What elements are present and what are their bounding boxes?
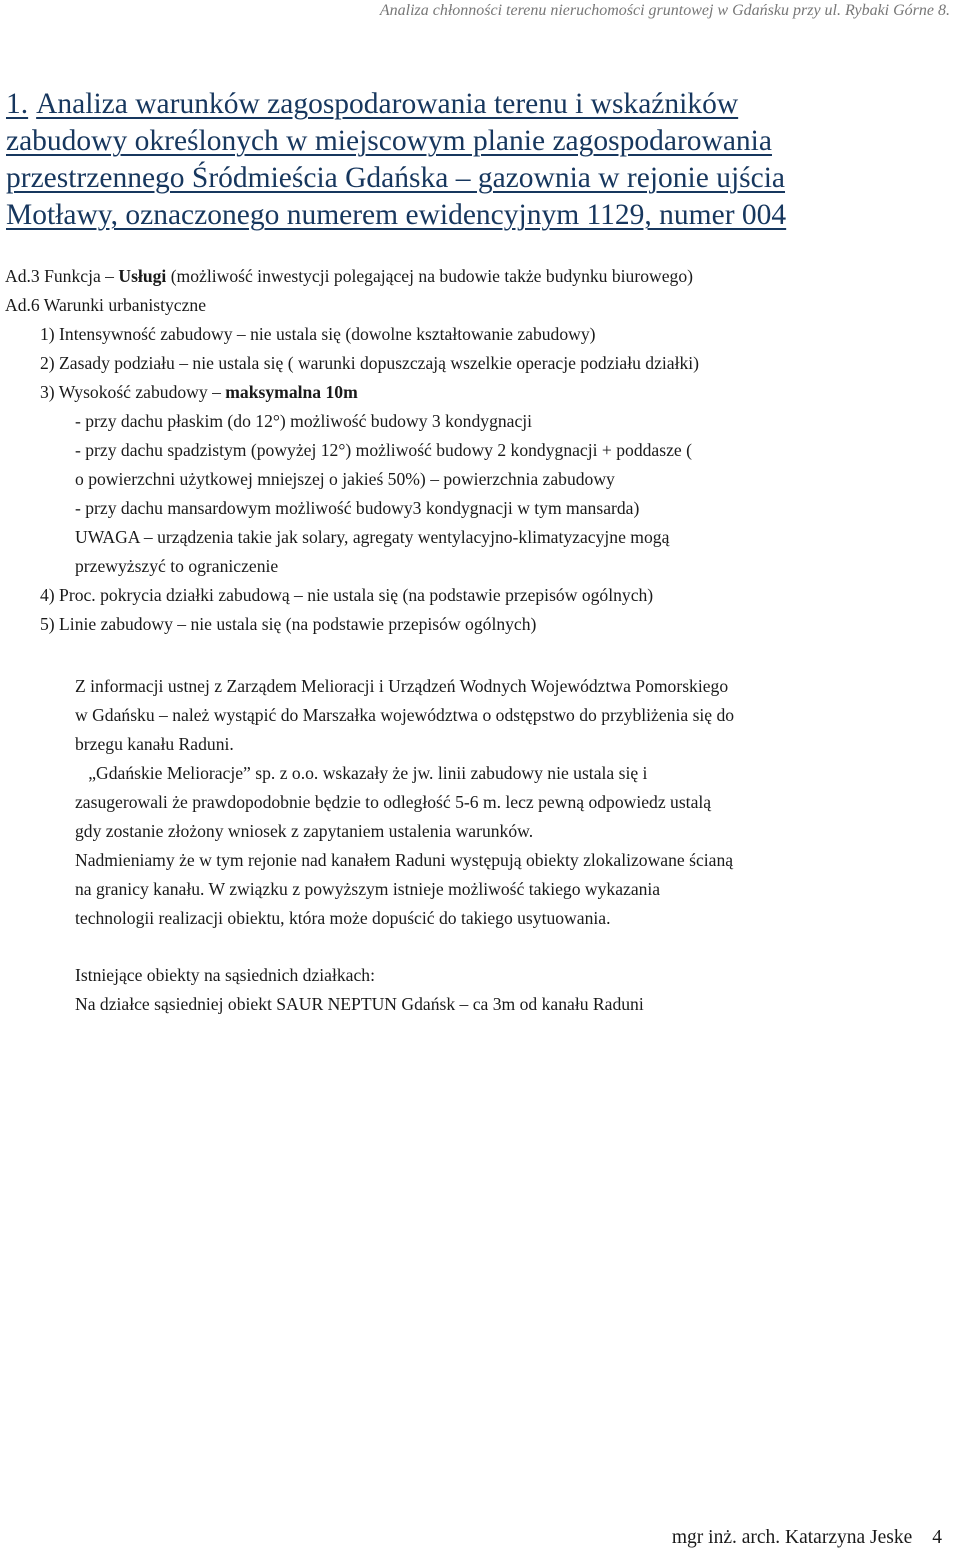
ad6-heading: Ad.6 Warunki urbanistyczne	[5, 295, 207, 315]
info-line-8: na granicy kanału. W związku z powyższym istnieje możliwość takiego wykazania	[75, 879, 661, 899]
ad3-line	[5, 262, 955, 291]
info-paragraph	[40, 672, 955, 933]
ad3-prefix: Ad.3 Funkcja –	[5, 266, 119, 286]
ad6-item-2: 2) Zasady podziału – nie ustala się ( warunki dopuszczają wszelkie operacje podziału działki)	[40, 353, 700, 373]
footer-author: mgr inż. arch. Katarzyna Jeske	[671, 1527, 913, 1548]
page-number: 4	[932, 1527, 942, 1548]
info-line-9: technologii realizacji obiektu, która może dopuścić do takiego usytuowania.	[75, 908, 611, 928]
ad3-bold: Usługi	[118, 266, 167, 286]
heading-line-1: Analiza warunków zagospodarowania terenu i wskaźników	[36, 88, 739, 120]
ad6-item-3-bold: maksymalna 10m	[225, 382, 358, 402]
info-line-4: „Gdańskie Melioracje” sp. z o.o. wskazały że jw. linii zabudowy nie ustala się i	[75, 763, 648, 783]
info-line-2: w Gdańsku – należ wystąpić do Marszałka województwa o odstępstwo do przybliżenia się do	[75, 705, 735, 725]
existing-objects	[40, 961, 955, 1019]
item3-detail-4: - przy dachu mansardowym możliwość budowy3 kondygnacji w tym mansarda)	[75, 498, 640, 518]
item3-note-1: UWAGA – urządzenia takie jak solary, agregaty wentylacyjno-klimatyzacyjne mogą	[75, 527, 670, 547]
ad6-item-3-prefix: 3) Wysokość zabudowy –	[40, 382, 226, 402]
info-line-1: Z informacji ustnej z Zarządem Melioracji i Urządzeń Wodnych Województwa Pomorskiego	[75, 676, 729, 696]
document-body	[5, 262, 955, 1019]
info-line-3: brzegu kanału Raduni.	[75, 734, 234, 754]
heading-line-4: Motławy, oznaczonego numerem ewidencyjnym 1129, numer 004	[6, 199, 787, 231]
info-line-6: gdy zostanie złożony wniosek z zapytaniem ustalenia warunków.	[75, 821, 534, 841]
item3-note-2: przewyższyć to ograniczenie	[75, 556, 279, 576]
info-line-5: zasugerowali że prawdopodobnie będzie to odległość 5-6 m. lecz pewną odpowiedz ustalą	[75, 792, 712, 812]
existing-objects-line: Na działce sąsiedniej obiekt SAUR NEPTUN Gdańsk – ca 3m od kanału Raduni	[75, 994, 644, 1014]
item3-detail-2: - przy dachu spadzistym (powyżej 12°) możliwość budowy 2 kondygnacji + poddasze (	[75, 440, 692, 460]
ad6-item-5: 5) Linie zabudowy – nie ustala się (na podstawie przepisów ogólnych)	[40, 614, 537, 634]
ad6-item-1: 1) Intensywność zabudowy – nie ustala się (dowolne kształtowanie zabudowy)	[40, 324, 596, 344]
existing-objects-heading: Istniejące obiekty na sąsiednich działkach:	[75, 965, 375, 985]
item3-detail-3: o powierzchni użytkowej mniejszej o jakieś 50%) – powierzchnia zabudowy	[75, 469, 615, 489]
section-heading	[6, 86, 946, 234]
item3-detail-1: - przy dachu płaskim (do 12°) możliwość budowy 3 kondygnacji	[75, 411, 533, 431]
page-footer	[672, 1527, 942, 1549]
ad3-suffix: (możliwość inwestycji polegającej na budowie także budynku biurowego)	[166, 266, 693, 286]
heading-line-3: przestrzennego Śródmieścia Gdańska – gazownia w rejonie ujścia	[6, 162, 786, 194]
ad6-item-4: 4) Proc. pokrycia działki zabudową – nie ustala się (na podstawie przepisów ogólnych)	[40, 585, 654, 605]
heading-line-2: zabudowy określonych w miejscowym planie zagospodarowania	[6, 125, 772, 157]
info-line-7: Nadmieniamy że w tym rejonie nad kanałem Raduni występują obiekty zlokalizowane ścianą	[75, 850, 734, 870]
ad6-item-3	[40, 378, 955, 407]
section-number: 1.	[6, 88, 29, 120]
running-header: Analiza chłonności terenu nieruchomości gruntowej w Gdańsku przy ul. Rybaki Górne 8.	[379, 2, 950, 19]
